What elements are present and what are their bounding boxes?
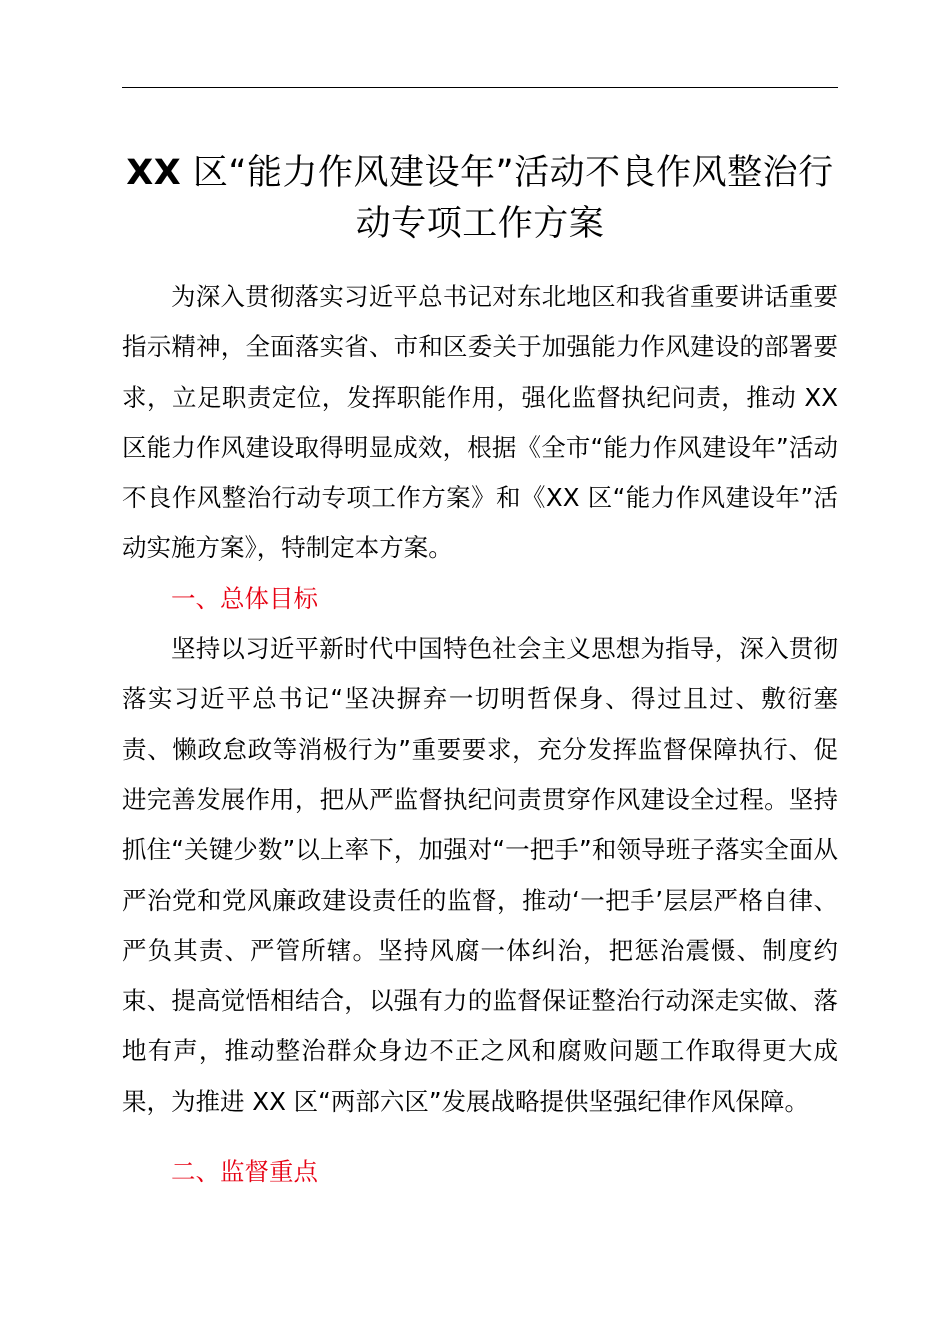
section-heading-supervision-focus: 二、监督重点 [171,1157,318,1187]
section-heading-overall-goal: 一、总体目标 [171,583,318,613]
title-prefix: XX [126,153,182,193]
document-body [122,272,838,1197]
title-text: 区“能力作风建设年”活动不良作风整治行动专项工作方案 [181,153,834,244]
intro-paragraph: 为深入贯彻落实习近平总书记对东北地区和我省重要讲话重要指示精神，全面落实省、市和区委关于加强能力作风建设的部署要求，立足职责定位，发挥职能作用，强化监督执纪问责，推动 XX 区能力作风建设取得明显成效，根据《全市“能力作风建设年”活动不良作风整治行动专项工作方案》和《XX 区“能力作风建设年”活动实施方案》，特制定本方案。 [122,282,838,563]
document-title [110,148,850,250]
header-rule [122,87,838,88]
overall-goal-paragraph: 坚持以习近平新时代中国特色社会主义思想为指导，深入贯彻落实习近平总书记“坚决摒弃一切明哲保身、得过且过、敷衍塞责、懒政怠政等消极行为”重要要求，充分发挥监督保障执行、促进完善发展作用，把从严监督执纪问责贯穿作风建设全过程。坚持抓住“关键少数”以上率下，加强对“一把手”和领导班子落实全面从严治党和党风廉政建设责任的监督，推动‘一把手’层层严格自律、严负其责、严管所辖。坚持风腐一体纠治，把惩治震慑、制度约束、提高觉悟相结合，以强有力的监督保证整治行动深走实做、落地有声，推动整治群众身边不正之风和腐败问题工作取得更大成果，为推进 XX 区“两部六区”发展战略提供坚强纪律作风保障。 [122,634,838,1116]
